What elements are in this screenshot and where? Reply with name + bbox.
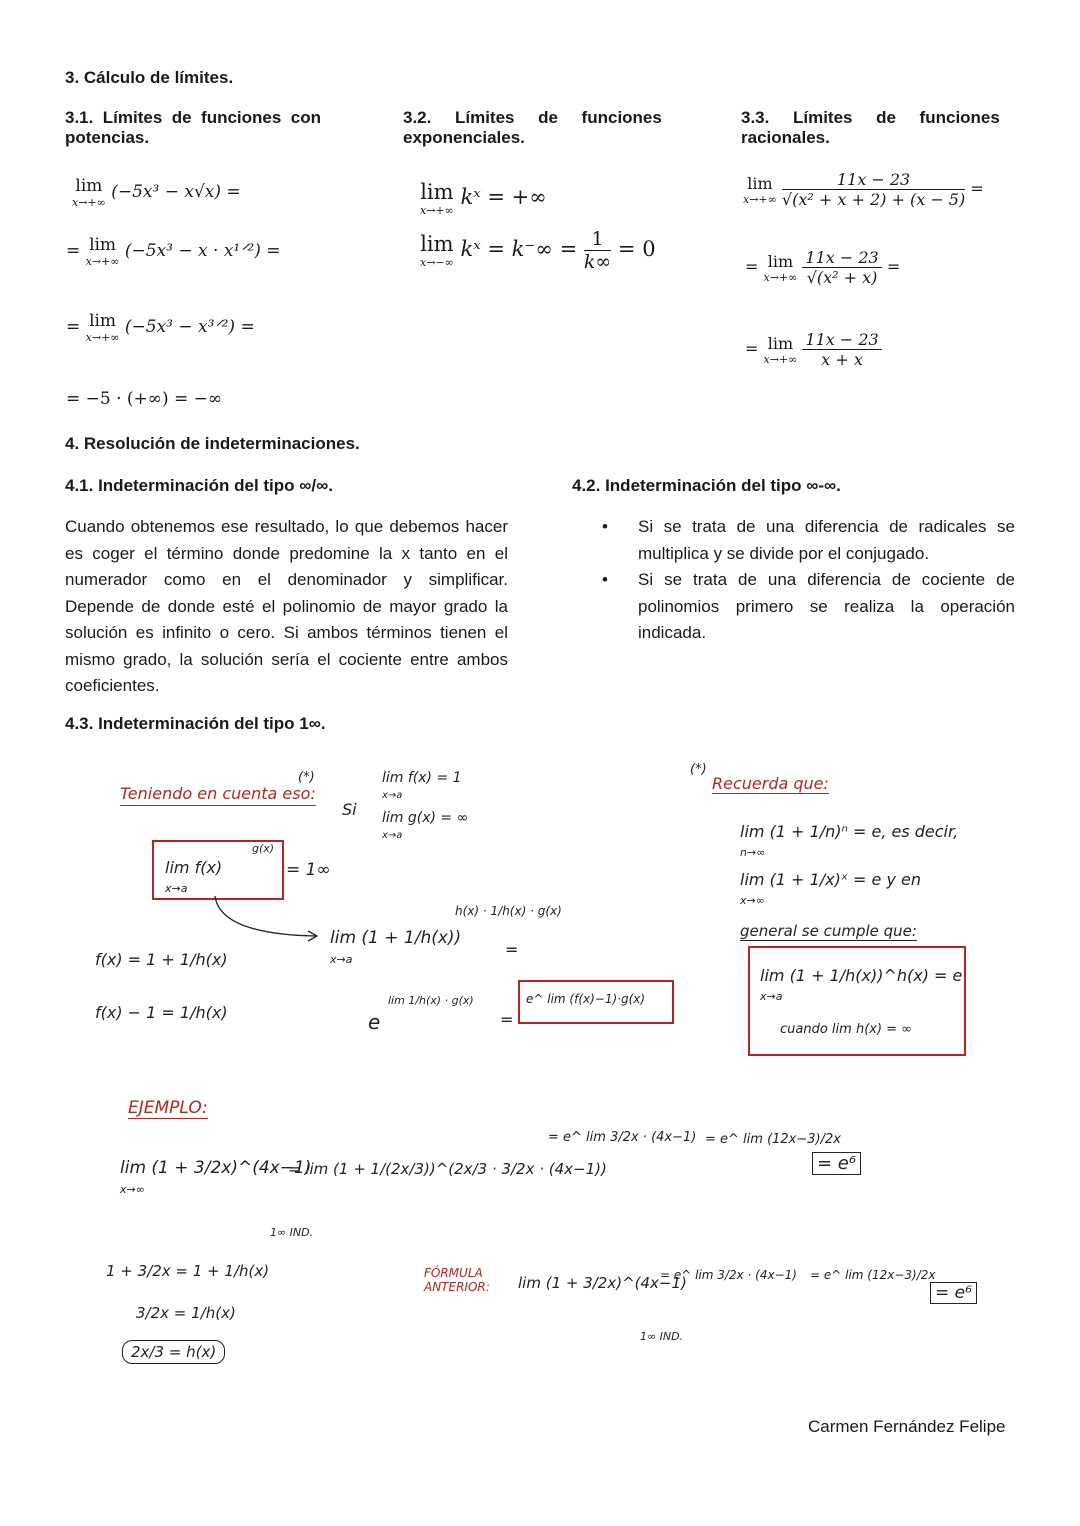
hand-ex-step3: = e^ lim 3/2x · (4x−1) bbox=[548, 1130, 697, 1145]
section-3-3-title: 3.3. Límites de funciones racionales. bbox=[741, 108, 1000, 147]
hand-ex-step4: = e^ lim (12x−3)/2x bbox=[705, 1132, 841, 1147]
hand-star-2: (*) bbox=[690, 762, 707, 777]
hand-ind-1: 1∞ IND. bbox=[270, 1226, 314, 1239]
hand-w3: 2x/3 = h(x) bbox=[122, 1340, 225, 1364]
hand-formula: FÓRMULA ANTERIOR: bbox=[424, 1266, 490, 1294]
hand-ex-result: = e⁶ bbox=[812, 1152, 861, 1175]
hand-w2: 3/2x = 1/h(x) bbox=[136, 1304, 236, 1322]
hand-cond-1: lim f(x) = 1 x→a bbox=[382, 770, 462, 801]
limit-31-line3: = lim x→+∞ (−5x³ − x³ᐟ²) = bbox=[66, 311, 255, 344]
limit-31-line2: = lim x→+∞ (−5x³ − x · x¹ᐟ²) = bbox=[66, 235, 281, 268]
hand-ex-step2: = lim (1 + 1/(2x/3))^(2x/3 · 3/2x · (4x−1)) bbox=[288, 1160, 607, 1178]
hand-mid-eq: = bbox=[505, 940, 519, 959]
hand-recuerda: Recuerda que: bbox=[712, 774, 829, 793]
bullet-list-4-2 bbox=[572, 514, 1015, 647]
list-item: • Si se trata de una diferencia de radicales se multiplica y se divide por el conjugado. bbox=[572, 514, 1015, 567]
hand-f-step: = e^ lim 3/2x · (4x−1) bbox=[660, 1268, 797, 1282]
hand-w1: 1 + 3/2x = 1 + 1/h(x) bbox=[106, 1262, 270, 1280]
limit-31-line1: lim x→+∞ (−5x³ − x√x) = bbox=[72, 176, 241, 209]
hand-box-3-b: cuando lim h(x) = ∞ bbox=[780, 1022, 913, 1037]
hand-box-1-exp: g(x) bbox=[252, 842, 275, 855]
hand-r2: lim (1 + 1/x)ˣ = e y en x→∞ bbox=[740, 870, 921, 907]
hand-r1: lim (1 + 1/n)ⁿ = e, es decir, n→∞ bbox=[740, 822, 959, 859]
paragraph-4-1: Cuando obtenemos ese resultado, lo que debemos hacer es coger el término donde predomine la x tanto en el numerador como en el denominador y simplificar. Depende de donde esté el polinomio de mayor grado la solución es infinito o cero. Si ambos términos tienen el mismo grado, la solución sería el cociente entre ambos coeficientes. bbox=[65, 517, 508, 695]
limit-33-line1: lim x→+∞ $\frac{11x - 23}{\text{√(x² + x + 2) + (x − 5)}}$ = bbox=[743, 170, 984, 209]
hand-mid-exp: h(x) · 1/h(x) · g(x) bbox=[455, 904, 562, 918]
limit-33-line2: = lim x→+∞ $\frac{11x - 23}{\text{√(x² + x)}}$ = bbox=[745, 248, 901, 287]
section-3-2-title: 3.2. Límites de funciones exponenciales. bbox=[403, 108, 662, 147]
hand-f-result: = e⁶ bbox=[930, 1282, 977, 1304]
section-3-1-title: 3.1. Límites de funciones con potencias. bbox=[65, 108, 322, 147]
hand-si: Si bbox=[342, 800, 357, 819]
hand-mid-e-exp: lim 1/h(x) · g(x) bbox=[388, 994, 474, 1007]
list-item: • Si se trata de una diferencia de cociente de polinomios primero se realiza la operación indicada. bbox=[572, 567, 1015, 647]
hand-ejemplo: EJEMPLO: bbox=[128, 1098, 208, 1118]
hand-box-1-text: lim f(x) x→a bbox=[165, 858, 223, 895]
limit-32-line1: lim x→+∞ kˣ = +∞ bbox=[420, 180, 547, 217]
hand-ex-lim: lim (1 + 3/2x)^(4x−1) x→∞ bbox=[120, 1158, 312, 1196]
section-4-1-title: 4.1. Indeterminación del tipo ∞/∞. bbox=[65, 476, 333, 495]
hand-ind-2: 1∞ IND. bbox=[640, 1330, 684, 1343]
section-4-3-title: 4.3. Indeterminación del tipo 1∞. bbox=[65, 714, 326, 733]
hand-box-2-text: e^ lim (f(x)−1)·g(x) bbox=[526, 992, 646, 1006]
hand-fx-1: f(x) = 1 + 1/h(x) bbox=[95, 950, 228, 969]
hand-f-lim: lim (1 + 3/2x)^(4x−1) bbox=[518, 1274, 687, 1292]
hand-r3: general se cumple que: bbox=[740, 922, 917, 940]
hand-box-3-text: lim (1 + 1/h(x))^h(x) = e x→a bbox=[760, 966, 963, 1003]
limit-32-line2: lim x→−∞ kˣ = k⁻∞ = $\frac{1}{k\infty}$ = 0 bbox=[420, 228, 656, 273]
hand-mid-e: e bbox=[368, 1010, 381, 1034]
hand-arrow bbox=[210, 896, 330, 946]
hand-mid-eq-2: = bbox=[500, 1010, 514, 1029]
limit-33-line3: = lim x→+∞ $\frac{11x - 23}{x + x}$ bbox=[745, 330, 882, 369]
section-4-2-title: 4.2. Indeterminación del tipo ∞-∞. bbox=[572, 476, 841, 495]
hand-mid-lim: lim (1 + 1/h(x)) x→a bbox=[330, 928, 462, 966]
hand-box-1-eq: = 1∞ bbox=[286, 860, 331, 880]
section-3-title: 3. Cálculo de límites. bbox=[65, 68, 234, 87]
limit-31-result: = −5 · (+∞) = −∞ bbox=[66, 389, 223, 409]
hand-cond-2: lim g(x) = ∞ x→a bbox=[382, 810, 469, 841]
author: Carmen Fernández Felipe bbox=[808, 1417, 1006, 1436]
hand-star-1: (*) bbox=[298, 770, 315, 785]
hand-f-step2: = e^ lim (12x−3)/2x bbox=[810, 1268, 936, 1282]
section-4-title: 4. Resolución de indeterminaciones. bbox=[65, 434, 360, 453]
hand-teniendo: Teniendo en cuenta eso: bbox=[120, 784, 316, 806]
hand-fx-2: f(x) − 1 = 1/h(x) bbox=[95, 1003, 228, 1022]
